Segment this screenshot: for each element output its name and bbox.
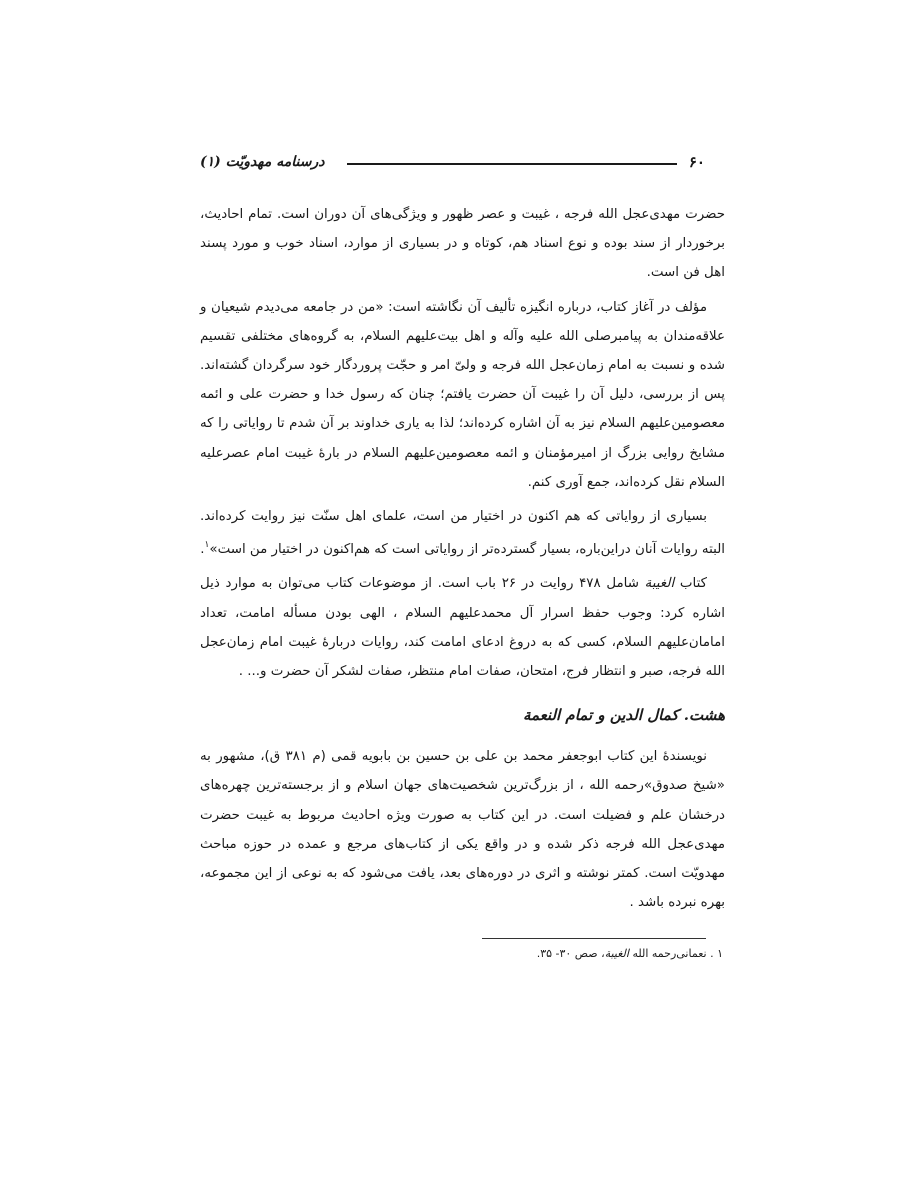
paragraph-3-text: بسیاری از روایاتی که هم اکنون در اختیار من است، علمای اهل سنّت نیز روایت کرده‌اند. البته روایات آنان دراین‌باره، بسیار گسترده‌تر از روایاتی است که هم‌اکنون در اختیار من است» <box>200 509 725 558</box>
footnote-number: ۱ . <box>710 947 723 960</box>
header-rule <box>347 163 677 165</box>
footnote-rule <box>482 938 706 939</box>
paragraph-1: حضرت مهدی‌عجل الله فرجه ، غیبت و عصر ظهور و ویژگی‌های آن دوران است. تمام احادیث، برخوردار از سند بوده و نوع اسناد هم، کوتاه و در بسیاری از موارد، اسناد خوب و مورد پسند اهل فن است. <box>200 207 725 281</box>
footnote-pages: ، صص ۳۰- ۳۵. <box>536 947 605 960</box>
footnote-reference[interactable]: ۱ <box>204 540 210 551</box>
paragraph-4-book-name: الغیبة <box>644 576 675 592</box>
body-text <box>200 200 725 922</box>
paragraph-4 <box>200 569 725 686</box>
section-heading: هشت. کمال الدین و تمام النعمة <box>522 706 725 725</box>
running-header <box>200 150 705 174</box>
footnote-book: الغیبة <box>604 947 629 960</box>
paragraph-4-pre: کتاب <box>679 576 707 592</box>
paragraph-3: بسیاری از روایاتی که هم اکنون در اختیار من است، علمای اهل سنّت نیز روایت کرده‌اند. البته روایات آنان دراین‌باره، بسیار گسترده‌تر از روایاتی است که هم‌اکنون در اختیار من است»$^۱$. <box>200 509 725 558</box>
paragraph-2: مؤلف در آغاز کتاب، درباره انگیزه تألیف آن نگاشته است: «من در جامعه می‌دیدم شیعیان و علاقه‌مندان به پیامبرصلی الله علیه وآله و اهل بیت‌علیهم السلام، به گروه‌های مختلفی تقسیم شده و نسبت به امام زمان‌عجل الله فرجه و ولیّ امر و حجّت پروردگار خود سرگردان گشته‌اند. پس از بررسی، دلیل آن را غیبت آن حضرت یافتم؛ چنان که رسول خدا و حضرت علی و ائمه معصومین‌علیهم السلام نیز به آن اشاره کرده‌اند؛ لذا به یاری خداوند بر آن شدم تا روایاتی را که مشایخ روایی بزرگ از امیرمؤمنان و ائمه معصومین‌علیهم السلام در بارهٔ غیبت امام عصرعلیه السلام نقل کرده‌اند، جمع آوری کنم. <box>200 299 725 490</box>
paragraph-5: نویسندهٔ این کتاب ابوجعفر محمد بن علی بن حسین بن بابویه قمی (م ۳۸۱ ق)، مشهور به «شیخ صدوق»رحمه الله ، از بزرگ‌ترین شخصیت‌های جهان اسلام و از برجسته‌ترین چهره‌های درخشان علم و فضیلت است. در این کتاب به صورت ویژه احادیث مربوط به غیبت حضرت مهدی‌عجل الله فرجه ذکر شده و در واقع یکی از کتاب‌های مرجع و عمده در حوزه مباحث مهدویّت است. کمتر نوشته و اثری در دوره‌های بعد، یافت می‌شود که به نوعی از این مجموعه، بهره نبرده باشد . <box>200 749 725 911</box>
paragraph-4-post: شامل ۴۷۸ روایت در ۲۶ باب است. از موضوعات کتاب می‌توان به موارد ذیل اشاره کرد: وجوب حفظ اسرار آل محمدعلیهم السلام ، الهی بودن مسأله امامت، تعداد امامان‌علیهم السلام، کسی که به دروغ ادعای امامت کند، روایات دربارهٔ غیبت امام زمان‌عجل الله فرجه، صبر و انتظار فرج، امتحان، صفات امام منتظر، صفات لشکر آن حضرت و... . <box>200 576 725 680</box>
running-book-title: درسنامه مهدویّت (۱) <box>200 154 325 170</box>
page-number: ۶۰ <box>688 153 705 171</box>
footnote <box>400 944 723 964</box>
footnote-author: نعمانی‌رحمه الله <box>632 947 707 960</box>
